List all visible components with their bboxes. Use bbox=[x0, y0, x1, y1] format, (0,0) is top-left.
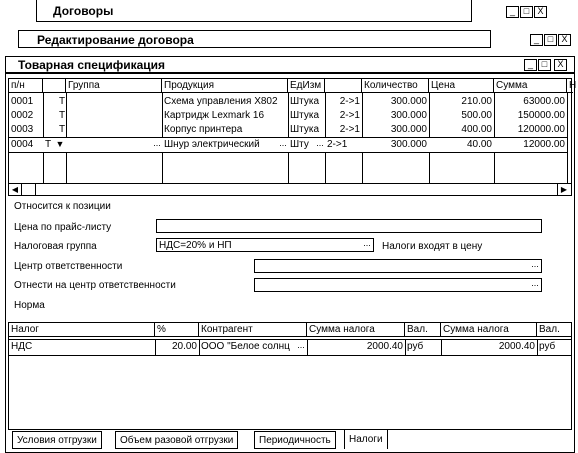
contracts-window-title: Договоры bbox=[53, 4, 114, 18]
cell-sum: 63000.00 bbox=[523, 96, 565, 107]
table-row-editing[interactable] bbox=[9, 137, 567, 153]
col-header-percent[interactable]: % bbox=[155, 323, 199, 337]
unit-select-button[interactable]: ... bbox=[315, 139, 325, 151]
cell-group bbox=[66, 109, 162, 123]
tax-grid bbox=[8, 322, 572, 430]
cell-product[interactable]: Шнур электрический bbox=[164, 139, 260, 150]
col-header-tax-sum-2[interactable]: Сумма налога bbox=[441, 323, 537, 337]
tab-periodicity[interactable]: Периодичность bbox=[254, 431, 336, 449]
close-button[interactable]: X bbox=[554, 59, 567, 71]
edit-contract-window bbox=[18, 30, 491, 48]
cell-conversion[interactable]: 2->1 bbox=[327, 139, 348, 150]
scroll-thumb[interactable] bbox=[21, 184, 36, 195]
minimize-button[interactable]: _ bbox=[506, 6, 519, 18]
table-row[interactable] bbox=[9, 95, 567, 109]
cell-quantity: 300.000 bbox=[390, 96, 427, 107]
cell-tax-sum-2: 2000.40 bbox=[498, 341, 535, 352]
col-header-currency[interactable]: Вал. bbox=[405, 323, 441, 337]
table-row[interactable] bbox=[9, 340, 571, 355]
cell-product: Схема управления X802 bbox=[164, 96, 278, 107]
cell-num: 0001 bbox=[11, 96, 34, 107]
cell-price: 210.00 bbox=[461, 96, 492, 107]
col-divider bbox=[567, 93, 568, 183]
spec-window-title: Товарная спецификация bbox=[18, 58, 166, 72]
cell-counterparty[interactable]: ООО "Белое солнц bbox=[201, 341, 290, 352]
col-header-counterparty[interactable]: Контрагент bbox=[199, 323, 307, 337]
product-select-button[interactable]: ... bbox=[278, 139, 288, 151]
cell-conversion: 2->1 bbox=[339, 110, 360, 121]
col-header-tax-sum[interactable]: Сумма налога bbox=[307, 323, 405, 337]
scroll-right-arrow-icon[interactable]: ▶ bbox=[557, 184, 570, 195]
cell-conversion: 2->1 bbox=[339, 96, 360, 107]
cell-unit: Штука bbox=[290, 110, 320, 121]
spec-grid bbox=[8, 78, 577, 196]
col-header-product[interactable]: Продукция bbox=[162, 79, 288, 93]
cell-conversion: 2->1 bbox=[339, 124, 360, 135]
cell-num: 0004 bbox=[11, 139, 34, 150]
cell-product: Картридж Lexmark 16 bbox=[164, 110, 265, 121]
row-divider bbox=[9, 355, 571, 356]
col-header-unit[interactable]: ЕдИзм bbox=[288, 79, 325, 93]
cell-price: 500.00 bbox=[461, 110, 492, 121]
col-header-price[interactable]: Цена bbox=[429, 79, 494, 93]
counterparty-select-button[interactable]: ... bbox=[296, 341, 306, 353]
cell-group[interactable] bbox=[66, 138, 152, 152]
contracts-window bbox=[36, 0, 472, 22]
col-header-type[interactable] bbox=[43, 79, 66, 93]
cell-quantity: 300.000 bbox=[390, 124, 427, 135]
cell-group bbox=[66, 95, 162, 109]
tab-shipping-terms[interactable]: Условия отгрузки bbox=[12, 431, 102, 449]
tax-group-field[interactable]: НДС=20% и НП bbox=[156, 238, 374, 252]
cell-tax-sum: 2000.40 bbox=[366, 341, 403, 352]
table-row[interactable] bbox=[9, 123, 567, 137]
cell-price[interactable]: 40.00 bbox=[466, 139, 492, 150]
cell-sum: 120000.00 bbox=[517, 124, 565, 135]
scroll-left-arrow-icon[interactable]: ◀ bbox=[9, 184, 22, 195]
cell-type: Т bbox=[59, 124, 66, 135]
cell-percent: 20.00 bbox=[171, 341, 197, 352]
close-button[interactable]: X bbox=[534, 6, 547, 18]
col-header-extra[interactable]: Н bbox=[569, 80, 577, 91]
col-header-num[interactable]: п/н bbox=[9, 79, 43, 93]
resp-center-select-button[interactable]: ... bbox=[530, 260, 540, 272]
resp-center-field[interactable] bbox=[254, 259, 542, 273]
cell-currency-2: руб bbox=[539, 341, 556, 352]
assign-center-label: Отнести на центр ответственности bbox=[14, 280, 176, 291]
col-header-quantity[interactable]: Количество bbox=[362, 79, 429, 93]
close-button[interactable]: X bbox=[558, 34, 571, 46]
spec-window-titlebar bbox=[6, 57, 574, 74]
cell-num: 0003 bbox=[11, 124, 34, 135]
col-header-tax[interactable]: Налог bbox=[9, 323, 155, 337]
maximize-button[interactable]: □ bbox=[538, 59, 551, 71]
resp-center-label: Центр ответственности bbox=[14, 261, 123, 272]
tax-group-select-button[interactable]: ... bbox=[362, 239, 372, 251]
cell-sum[interactable]: 12000.00 bbox=[523, 139, 565, 150]
cell-unit: Штука bbox=[290, 96, 320, 107]
price-label: Цена по прайс-листу bbox=[14, 222, 112, 233]
assign-center-select-button[interactable]: ... bbox=[530, 279, 540, 291]
price-field[interactable] bbox=[156, 219, 542, 233]
assign-center-field[interactable] bbox=[254, 278, 542, 292]
cell-quantity: 300.000 bbox=[390, 110, 427, 121]
cell-num: 0002 bbox=[11, 110, 34, 121]
cell-type[interactable]: Т bbox=[45, 139, 52, 150]
tax-group-label: Налоговая группа bbox=[14, 241, 97, 252]
col-header-currency-2[interactable]: Вал. bbox=[537, 323, 571, 337]
details-section-label: Относится к позиции bbox=[14, 201, 111, 212]
contracts-window-controls bbox=[506, 4, 566, 18]
tab-taxes[interactable]: Налоги bbox=[344, 429, 388, 449]
maximize-button[interactable]: □ bbox=[520, 6, 533, 18]
cell-tax: НДС bbox=[11, 341, 33, 352]
type-dropdown-icon[interactable]: ▼ bbox=[55, 139, 65, 149]
edit-contract-window-title: Редактирование договора bbox=[37, 33, 194, 47]
edit-contract-window-controls bbox=[530, 32, 578, 46]
col-header-conversion[interactable] bbox=[325, 79, 362, 93]
minimize-button[interactable]: _ bbox=[530, 34, 543, 46]
cell-quantity[interactable]: 300.000 bbox=[390, 139, 427, 150]
minimize-button[interactable]: _ bbox=[524, 59, 537, 71]
tab-bar bbox=[8, 431, 572, 451]
maximize-button[interactable]: □ bbox=[544, 34, 557, 46]
cell-type: Т bbox=[59, 110, 66, 121]
horizontal-scrollbar[interactable] bbox=[9, 183, 571, 195]
table-row[interactable] bbox=[9, 109, 567, 123]
col-header-sum[interactable]: Сумма bbox=[494, 79, 567, 93]
taxes-included-label: Налоги входят в цену bbox=[382, 241, 483, 252]
col-header-group[interactable]: Группа bbox=[66, 79, 162, 93]
cell-type: Т bbox=[59, 96, 66, 107]
cell-product: Корпус принтера bbox=[164, 124, 243, 135]
cell-group bbox=[66, 123, 162, 137]
cell-unit[interactable]: Шту bbox=[290, 139, 309, 150]
spec-window bbox=[5, 56, 575, 453]
tab-single-shipment-volume[interactable]: Объем разовой отгрузки bbox=[115, 431, 238, 449]
cell-unit: Штука bbox=[290, 124, 320, 135]
cell-sum: 150000.00 bbox=[517, 110, 565, 121]
norm-label: Норма bbox=[14, 300, 45, 311]
cell-currency: руб bbox=[407, 341, 424, 352]
cell-price: 400.00 bbox=[461, 124, 492, 135]
group-select-button[interactable]: ... bbox=[152, 139, 162, 151]
